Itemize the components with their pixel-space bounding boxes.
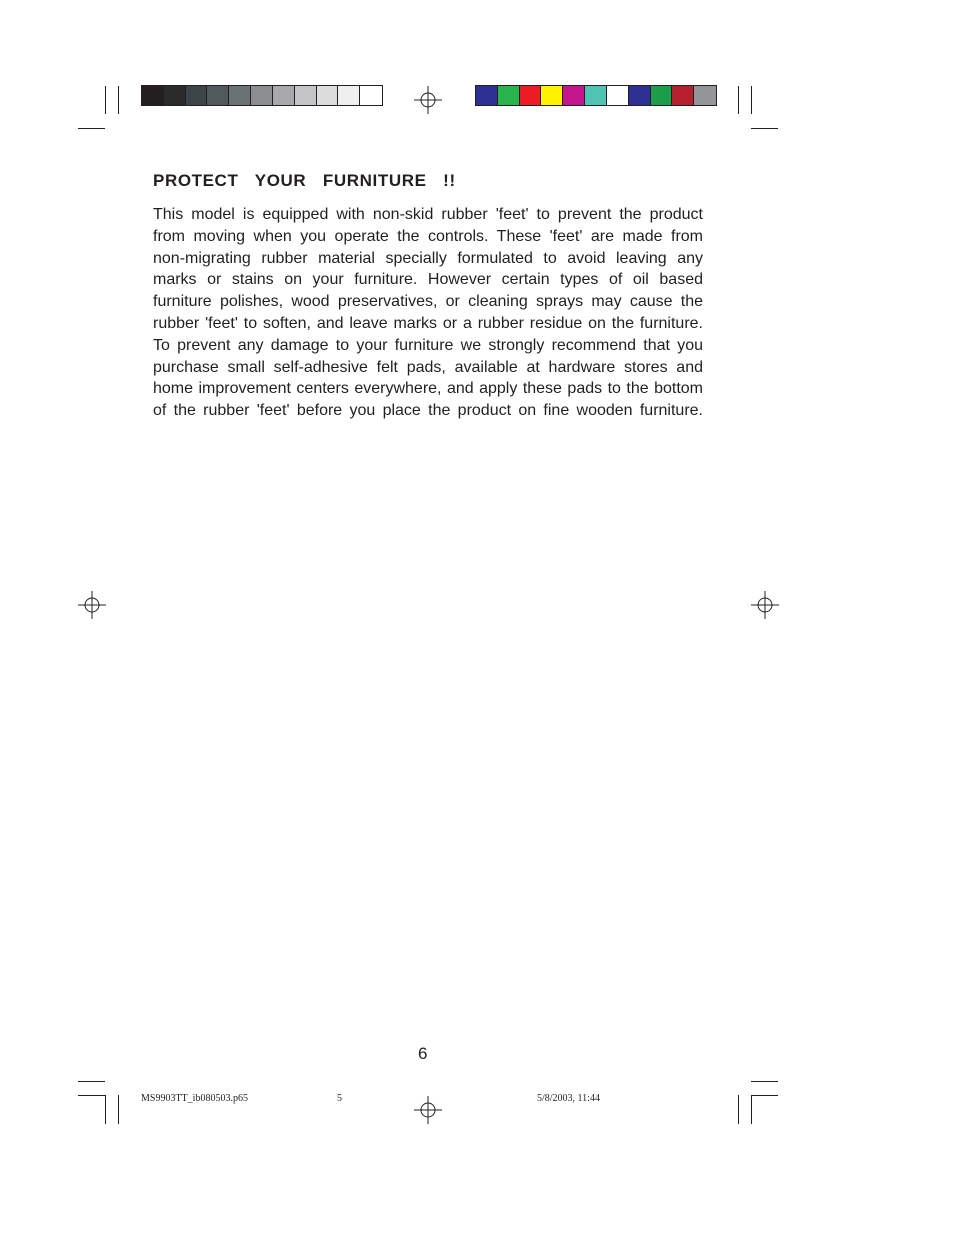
crop-mark-bottom-right-h	[751, 1081, 778, 1082]
registration-target-bottom-icon	[413, 1095, 443, 1125]
slug-page: 5	[337, 1093, 342, 1104]
color-swatch	[338, 86, 360, 105]
color-swatch	[164, 86, 186, 105]
page-number: 6	[418, 1044, 428, 1063]
slug-filename: MS9903TT_ib080503.p65	[141, 1093, 248, 1104]
crop-mark-top-right-v	[751, 86, 752, 114]
crop-mark-top-left-v2	[118, 86, 119, 114]
color-swatch	[672, 86, 694, 105]
registration-target-right-icon	[750, 590, 780, 620]
crop-mark-bottom-left-h	[78, 1081, 105, 1082]
color-swatch	[541, 86, 563, 105]
crop-mark-bottom-right-h2	[751, 1095, 778, 1096]
color-swatch	[585, 86, 607, 105]
paragraph-line: from moving when you operate the controls. These 'feet' are made from	[153, 227, 703, 245]
crop-mark-top-right-h	[751, 128, 778, 129]
color-swatch	[694, 86, 716, 105]
color-swatch	[360, 86, 382, 105]
grayscale-calibration-bar	[141, 85, 383, 106]
color-swatch	[229, 86, 251, 105]
color-swatch	[251, 86, 273, 105]
paragraph-line: rubber 'feet' to soften, and leave marks or a rubber residue on the furniture.	[153, 314, 703, 332]
paragraph-line: of the rubber 'feet' before you place the product on fine wooden furniture.	[153, 402, 703, 420]
color-swatch	[142, 86, 164, 105]
registration-target-icon	[413, 85, 443, 115]
color-swatch	[563, 86, 585, 105]
slug-datetime: 5/8/2003, 11:44	[537, 1093, 600, 1104]
crop-mark-bottom-right-v2	[738, 1095, 739, 1124]
registration-target-left-icon	[77, 590, 107, 620]
color-swatch	[498, 86, 520, 105]
paragraph-line: furniture polishes, wood preservatives, or cleaning sprays may cause the	[153, 293, 703, 311]
color-swatch	[186, 86, 208, 105]
color-swatch	[629, 86, 651, 105]
crop-mark-bottom-left-v	[105, 1095, 106, 1124]
section-heading: PROTECT YOUR FURNITURE !!	[153, 171, 456, 190]
color-swatch	[207, 86, 229, 105]
color-swatch	[273, 86, 295, 105]
color-calibration-bar	[475, 85, 717, 106]
paragraph-line: To prevent any damage to your furniture we strongly recommend that you	[153, 336, 703, 354]
crop-mark-top-left-v	[105, 86, 106, 114]
paragraph-line: marks or stains on your furniture. However certain types of oil based	[153, 271, 703, 289]
paragraph-line: purchase small self-adhesive felt pads, available at hardware stores and	[153, 358, 703, 376]
crop-mark-top-right-v2	[738, 86, 739, 114]
paragraph-line: non-migrating rubber material specially formulated to avoid leaving any	[153, 249, 703, 267]
crop-mark-bottom-right-v	[751, 1095, 752, 1124]
crop-mark-bottom-left-h2	[78, 1095, 105, 1096]
color-swatch	[520, 86, 542, 105]
color-swatch	[651, 86, 673, 105]
crop-mark-top-left-h	[78, 128, 105, 129]
body-paragraph	[153, 204, 703, 422]
color-swatch	[476, 86, 498, 105]
color-swatch	[295, 86, 317, 105]
color-swatch	[317, 86, 339, 105]
paragraph-line: This model is equipped with non-skid rubber 'feet' to prevent the product	[153, 206, 703, 223]
color-swatch	[607, 86, 629, 105]
paragraph-line: home improvement centers everywhere, and apply these pads to the bottom	[153, 380, 703, 398]
crop-mark-bottom-left-v2	[118, 1095, 119, 1124]
